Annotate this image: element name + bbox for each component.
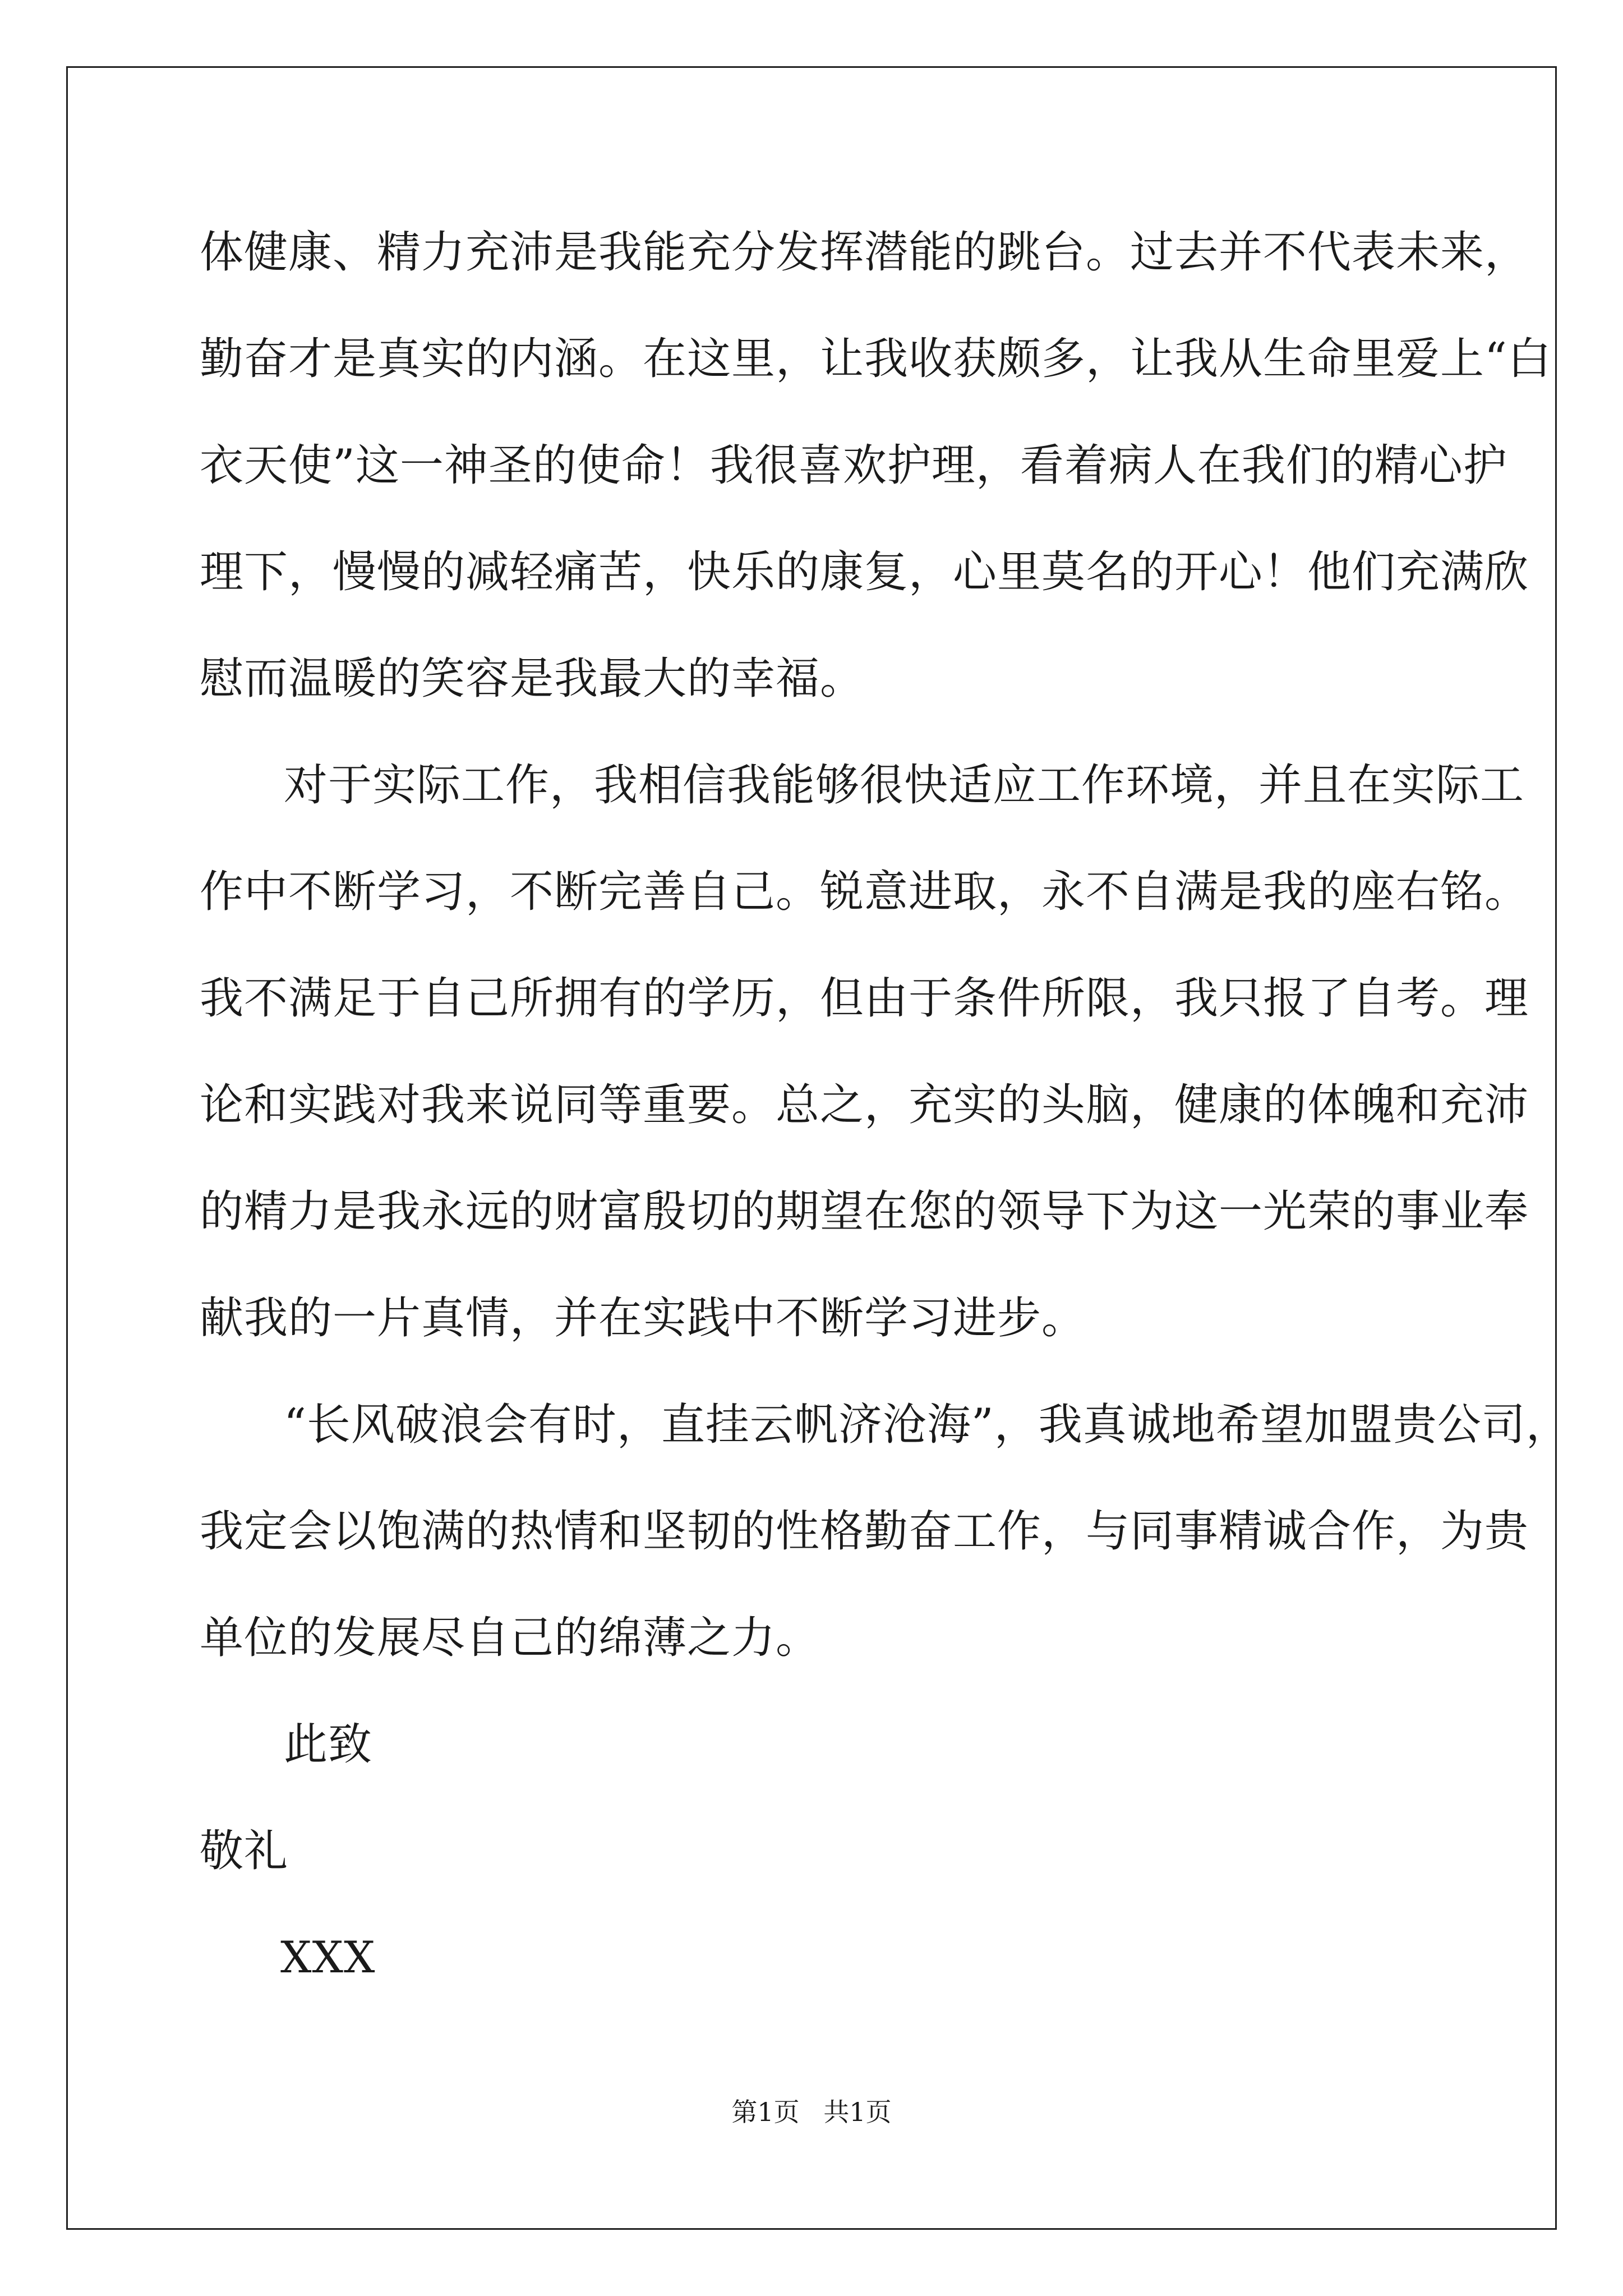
page-total: 共1页 (823, 2097, 892, 2127)
text-line: 的精力是我永远的财富殷切的期望在您的领导下为这一光荣的事业奉 (200, 1186, 1529, 1237)
page-number: 第1页 (731, 2097, 800, 2127)
text-line: 论和实践对我来说同等重要。总之，充实的头脑，健康的体魄和充沛 (200, 1080, 1529, 1130)
text-line: 我不满足于自己所拥有的学历，但由于条件所限，我只报了自考。理 (200, 973, 1529, 1024)
text-line: 单位的发展尽自己的绵薄之力。 (200, 1613, 820, 1663)
text-line: 慰而温暖的笑容是我最大的幸福。 (200, 654, 865, 704)
text-line: 理下，慢慢的减轻痛苦，快乐的康复，心里莫名的开心！他们充满欣 (200, 547, 1529, 597)
signature: XXX (280, 1932, 376, 1983)
text-line: 勤奋才是真实的内涵。在这里，让我收获颇多，让我从生命里爱上“白 (200, 334, 1552, 384)
text-line: 献我的一片真情，并在实践中不断学习进步。 (200, 1293, 1086, 1343)
text-line: 体健康、精力充沛是我能充分发挥潜能的跳台。过去并不代表未来， (200, 227, 1529, 278)
page-border (66, 66, 1570, 2230)
text-line: 衣天使”这一神圣的使命！我很喜欢护理，看着病人在我们的精心护 (200, 440, 1507, 491)
closing-salutation: 此致 (284, 1719, 373, 1770)
text-line: 作中不断学习，不断完善自己。锐意进取，永不自满是我的座右铭。 (200, 867, 1529, 917)
paragraph-first-line: “长风破浪会有时，直挂云帆济沧海”，我真诚地希望加盟贵公司， (284, 1400, 1570, 1450)
paragraph-first-line: 对于实际工作，我相信我能够很快适应工作环境，并且在实际工 (284, 760, 1525, 811)
page-footer (0, 2095, 1623, 2129)
closing-regards: 敬礼 (200, 1826, 289, 1876)
text-line: 我定会以饱满的热情和坚韧的性格勤奋工作，与同事精诚合作，为贵 (200, 1506, 1529, 1557)
